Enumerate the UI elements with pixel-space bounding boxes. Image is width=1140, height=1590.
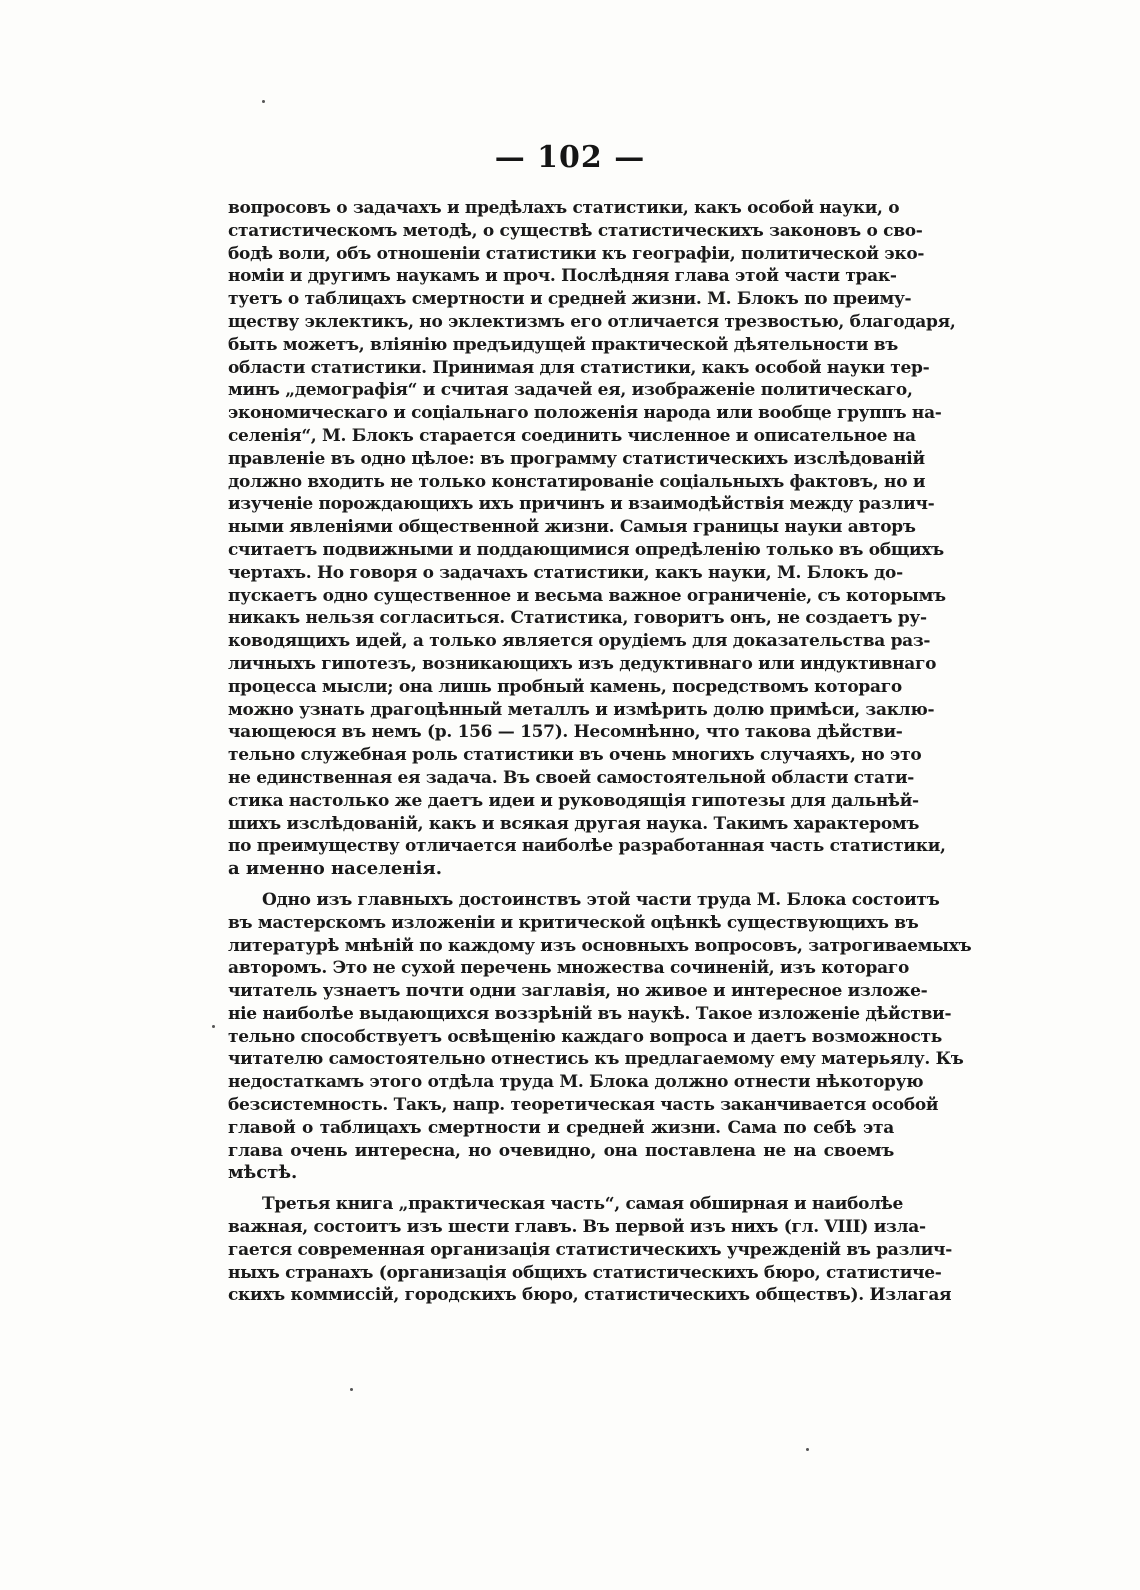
text-line: считаетъ подвижными и поддающимися опредѣленію только въ общихъ: [228, 539, 944, 560]
text-line: ществу эклектикъ, но эклектизмъ его отличается трезвостью, благодаря,: [228, 311, 956, 332]
text-line: процесса мысли; она лишь пробный камень, посредствомъ котораго: [228, 676, 902, 697]
text-line: экономическаго и соціальнаго положенія народа или вообще группъ на-: [228, 403, 942, 424]
paragraph-2: [228, 889, 972, 1185]
text-line: читатель узнаетъ почти одни заглавія, но живое и интересное изложе-: [228, 981, 928, 1002]
text-line: пускаетъ одно существенное и весьма важное ограниченіе, съ которымъ: [228, 585, 946, 606]
text-line: глава очень интересна, но очевидно, она поставлена не на своемъ: [228, 1140, 894, 1161]
text-line: минъ „демографія“ и считая задачей ея, изображеніе политическаго,: [228, 380, 913, 401]
text-line: важная, состоитъ изъ шести главъ. Въ первой изъ нихъ (гл. VIII) изла-: [228, 1217, 926, 1238]
text-line: недостаткамъ этого отдѣла труда М. Блока должно отнести нѣкоторую: [228, 1072, 924, 1093]
text-line: ныхъ странахъ (организація общихъ статистическихъ бюро, статистиче-: [228, 1262, 942, 1283]
text-line: туетъ о таблицахъ смертности и средней жизни. М. Блокъ по преиму-: [228, 289, 912, 310]
text-line: изученіе порождающихъ ихъ причинъ и взаимодѣйствія между различ-: [228, 494, 935, 515]
paragraph-3: [228, 1193, 952, 1307]
paper-speck: [350, 1388, 353, 1391]
text-line: тельно служебная роль статистики въ очень многихъ случаяхъ, но это: [228, 745, 922, 766]
paper-speck: [262, 100, 265, 103]
text-line: ными явленіями общественной жизни. Самыя границы науки авторъ: [228, 517, 916, 538]
text-line: чающеюся въ немъ (p. 156 — 157). Несомнѣнно, что такова дѣйстви-: [228, 722, 903, 743]
text-line: тельно способствуетъ освѣщенію каждаго вопроса и даетъ возможность: [228, 1026, 942, 1047]
text-line: быть можетъ, вліянію предъидущей практической дѣятельности въ: [228, 334, 898, 355]
text-line: авторомъ. Это не сухой перечень множества сочиненій, изъ котораго: [228, 958, 909, 979]
text-line: Одно изъ главныхъ достоинствъ этой части труда М. Блока состоитъ: [262, 889, 940, 910]
text-line: селенія“, М. Блокъ старается соединить численное и описательное на: [228, 425, 916, 446]
text-line: главой о таблицахъ смертности и средней жизни. Сама по себѣ эта: [228, 1117, 894, 1138]
text-line: шихъ изслѣдованій, какъ и всякая другая наука. Такимъ характеромъ: [228, 813, 920, 834]
text-line: должно входить не только констатированіе соціальныхъ фактовъ, но и: [228, 471, 926, 492]
text-line: номіи и другимъ наукамъ и проч. Послѣдняя глава этой части трак-: [228, 266, 897, 287]
text-line: Третья книга „практическая часть“, самая обширная и наиболѣе: [262, 1194, 904, 1215]
text-line: безсистемность. Такъ, напр. теоретическая часть заканчивается особой: [228, 1095, 939, 1116]
text-line: ніе наиболѣе выдающихся воззрѣній въ наукѣ. Такое изложеніе дѣйстви-: [228, 1003, 952, 1024]
text-line: чертахъ. Но говоря о задачахъ статистики, какъ науки, М. Блокъ до-: [228, 562, 903, 583]
body-text: [228, 197, 972, 1307]
text-line: не единственная ея задача. Въ своей самостоятельной области стати-: [228, 767, 915, 788]
text-line: личныхъ гипотезъ, возникающихъ изъ дедуктивнаго или индуктивнаго: [228, 653, 937, 674]
text-line: правленіе въ одно цѣлое: въ программу статистическихъ изслѣдованій: [228, 448, 925, 469]
text-line: можно узнать драгоцѣнный металлъ и измѣрить долю примѣси, заклю-: [228, 699, 935, 720]
text-line: стика настолько же даетъ идеи и руководящія гипотезы для дальнѣй-: [228, 790, 919, 811]
text-line: вопросовъ о задачахъ и предѣлахъ статистики, какъ особой науки, о: [228, 198, 900, 218]
page-number: — 102 —: [494, 140, 646, 175]
text-line: а именно населенія.: [228, 858, 442, 880]
text-line: мѣстѣ.: [228, 1162, 298, 1184]
text-line: по преимуществу отличается наиболѣе разработанная часть статистики,: [228, 836, 946, 857]
text-line: бодѣ воли, объ отношеніи статистики къ географіи, политической эко-: [228, 243, 925, 264]
text-line: литературѣ мнѣній по каждому изъ основныхъ вопросовъ, затрогиваемыхъ: [228, 935, 972, 956]
text-line: ководящихъ идей, а только является орудіемъ для доказательства раз-: [228, 631, 931, 652]
text-line: гается современная организація статистическихъ учрежденій въ различ-: [228, 1239, 952, 1260]
text-line: никакъ нельзя согласиться. Статистика, говоритъ онъ, не создаетъ ру-: [228, 608, 927, 629]
text-line: читателю самостоятельно отнестись къ предлагаемому ему матерьялу. Къ: [228, 1049, 964, 1070]
text-line: скихъ коммиссій, городскихъ бюро, статистическихъ обществъ). Излагая: [228, 1285, 952, 1306]
paper-speck: [806, 1448, 809, 1451]
paper-speck: [212, 1025, 215, 1028]
text-line: въ мастерскомъ изложеніи и критической оцѣнкѣ существующихъ въ: [228, 912, 919, 933]
paragraph-1: [228, 197, 956, 881]
text-line: статистическомъ методѣ, о существѣ статистическихъ законовъ о сво-: [228, 220, 923, 241]
text-line: области статистики. Принимая для статистики, какъ особой науки тер-: [228, 357, 930, 378]
